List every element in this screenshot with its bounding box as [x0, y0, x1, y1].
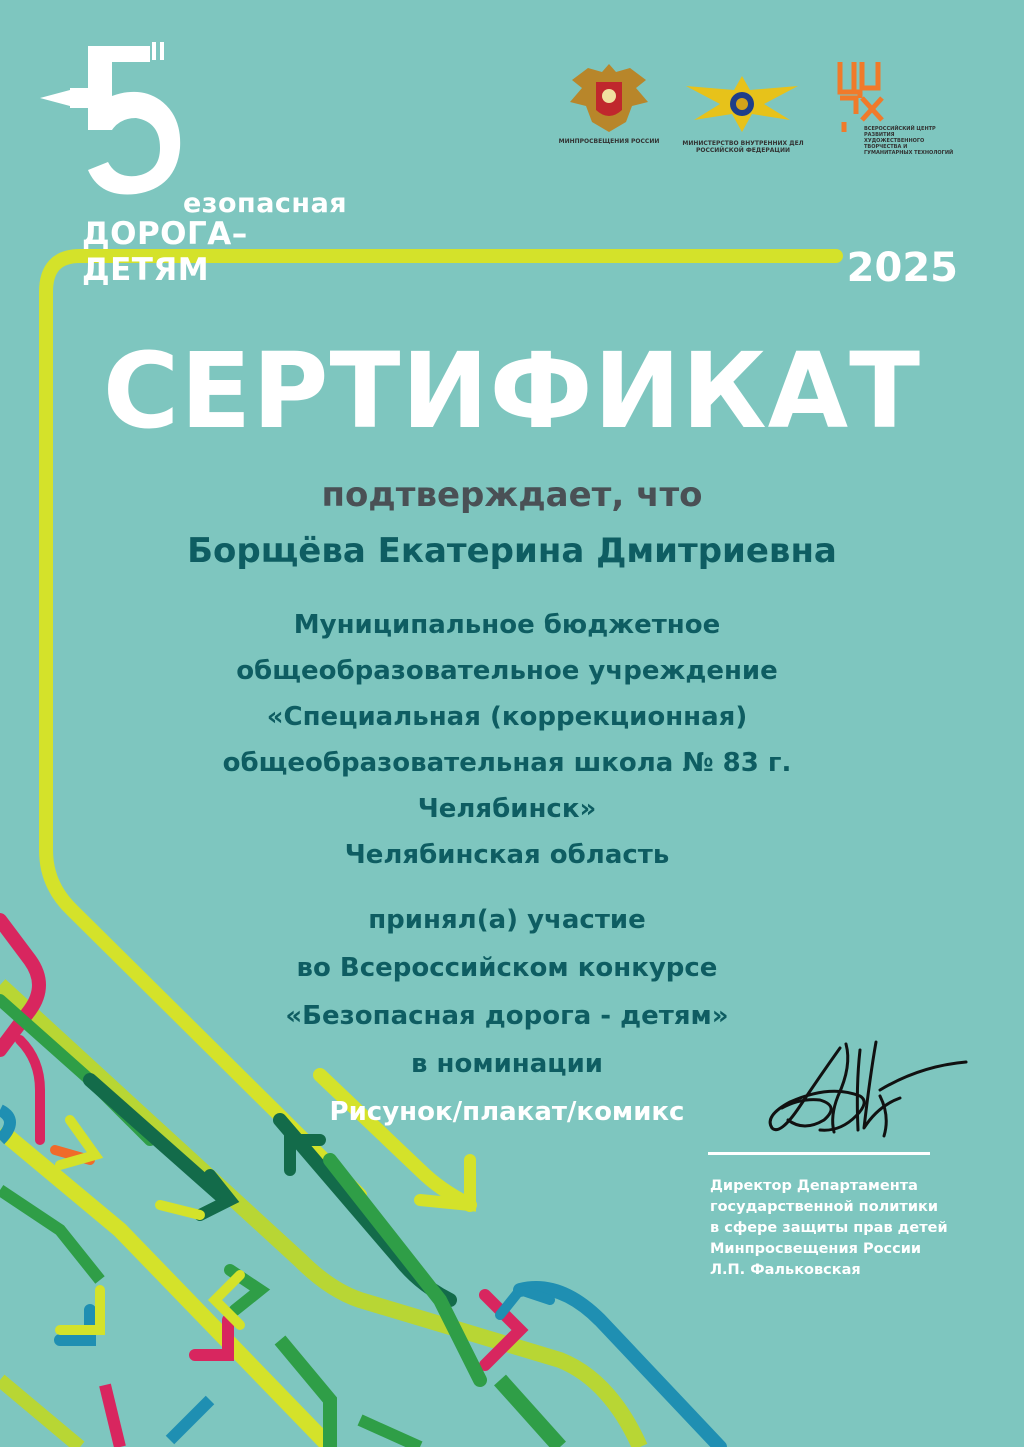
participation-line: в номинации [410, 1049, 604, 1079]
signer-name: Л.П. Фальковская [710, 1262, 861, 1278]
coat-of-arms-icon [566, 58, 652, 138]
recipient-name: Борщёва Екатерина Дмитриевна [187, 531, 837, 571]
organization-line: Муниципальное бюджетное [293, 610, 721, 640]
signer-line: Директор Департамента [710, 1178, 918, 1194]
organization-line: общеобразовательное учреждение [236, 656, 778, 686]
participation-block [200, 896, 814, 1136]
brand-line-2: ДОРОГА–ДЕТЯМ [82, 216, 248, 288]
pencil-five-logo-icon [40, 38, 200, 208]
partner-caption-2: МИНИСТЕРСТВО ВНУТРЕННИХ ДЕЛ РОССИЙСКОЙ ФЕДЕРАЦИИ [682, 140, 804, 154]
organization-line: Челябинская область [344, 840, 670, 870]
signer-line: в сфере защиты прав детей [710, 1220, 948, 1236]
confirms-text: подтверждает, что [321, 475, 703, 515]
handwritten-signature [760, 1036, 970, 1146]
year-label: 2025 [846, 245, 958, 291]
signature-line [708, 1152, 930, 1155]
participation-line: принял(а) участие [368, 905, 646, 935]
organization-block [150, 602, 864, 878]
signer-block [710, 1176, 948, 1281]
brand-line-1: езопасная [183, 188, 348, 219]
participation-line: во Всероссийском конкурсе [296, 953, 718, 983]
signer-line: государственной политики [710, 1199, 938, 1215]
contest-logo [40, 38, 370, 288]
organization-line: Челябинск» [417, 794, 597, 824]
partner-caption-1: МИНПРОСВЕЩЕНИЯ РОССИИ [558, 138, 660, 145]
partner-caption-3: ВСЕРОССИЙСКИЙ ЦЕНТР РАЗВИТИЯ ХУДОЖЕСТВЕННОГО ТВОРЧЕСТВА И ГУМАНИТАРНЫХ ТЕХНОЛОГИЙ [864, 126, 954, 156]
vcrht-logo-icon [834, 58, 890, 134]
certificate-title: СЕРТИФИКАТ [102, 330, 922, 452]
police-emblem-icon [680, 70, 804, 138]
signer-line: Минпросвещения России [710, 1241, 922, 1257]
organization-line: общеобразовательная школа № 83 г. [222, 748, 792, 778]
nomination-name: Рисунок/плакат/комикс [329, 1097, 685, 1127]
participation-line: «Безопасная дорога - детям» [285, 1001, 729, 1031]
organization-line: «Специальная (коррекционная) [266, 702, 748, 732]
